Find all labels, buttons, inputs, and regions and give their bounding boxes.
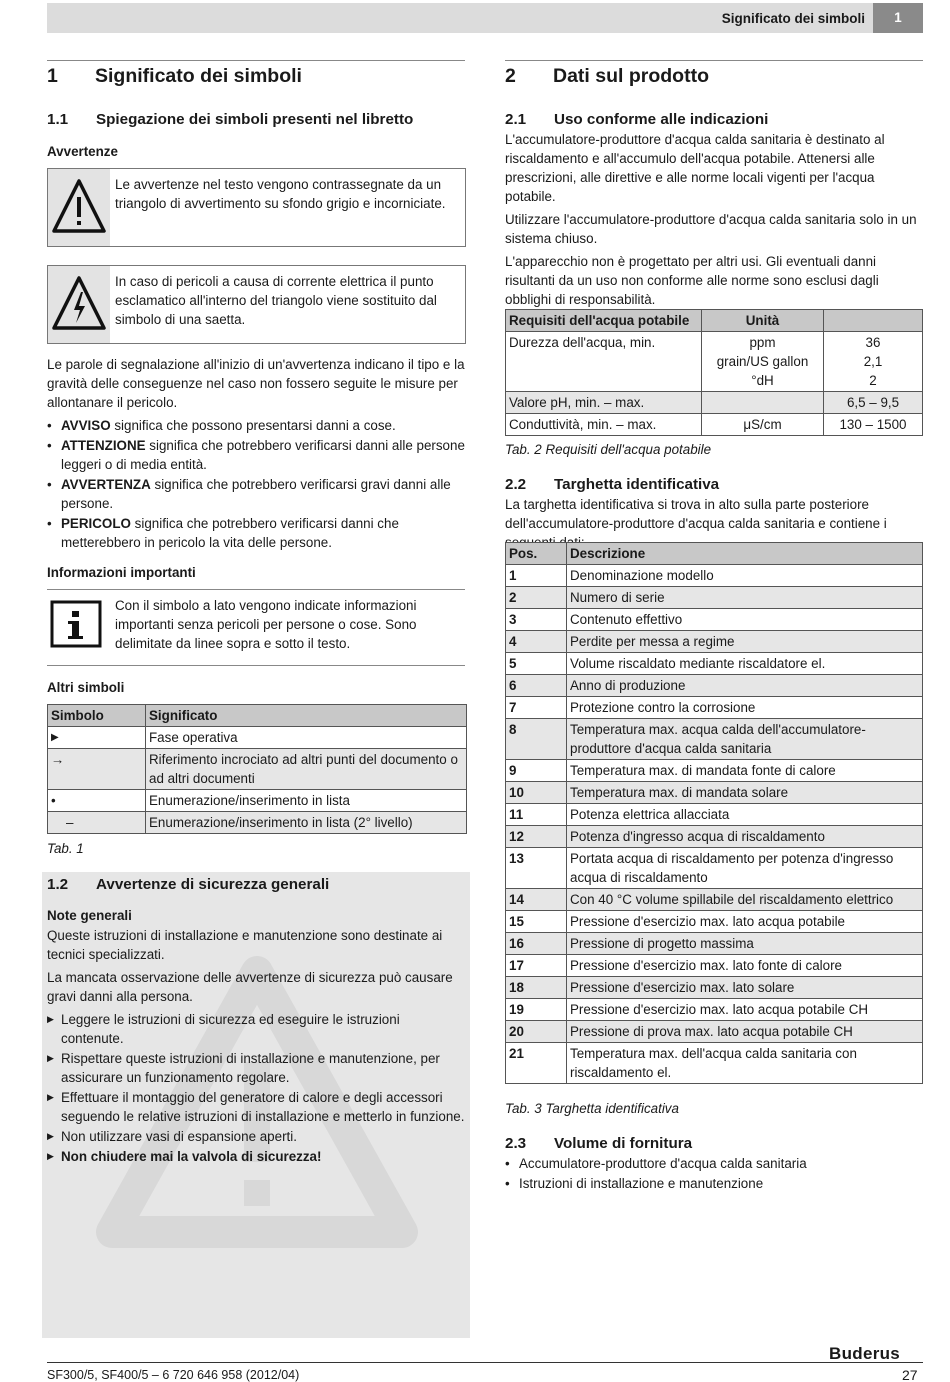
- position-cell: 3: [506, 609, 567, 631]
- description-cell: Pressione di progetto massima: [567, 933, 923, 955]
- page-header: [47, 3, 923, 33]
- table-header: Significato: [146, 705, 467, 727]
- meaning-cell: Riferimento incrociato ad altri punti del documento o ad altri documenti: [146, 749, 467, 790]
- description-cell: Temperatura max. di mandata solare: [567, 782, 923, 804]
- list-item: • Istruzioni di installazione e manutenzione: [505, 1174, 923, 1193]
- description-cell: Con 40 °C volume spillabile del riscaldamento elettrico: [567, 889, 923, 911]
- important-info-text: Con il simbolo a lato vengono indicate informazioni importanti senza pericoli per persone o cose. Sono delimitate da linee sopra e sotto il testo.: [115, 598, 417, 651]
- safety-steps-list: [47, 1010, 465, 1166]
- position-cell: 13: [506, 848, 567, 889]
- general-notes-heading: Note generali: [47, 908, 132, 923]
- signal-words-list: [47, 416, 465, 552]
- description-cell: Pressione d'esercizio max. lato acqua potabile: [567, 911, 923, 933]
- position-cell: 15: [506, 911, 567, 933]
- table-header: [824, 310, 923, 332]
- description-cell: Denominazione modello: [567, 565, 923, 587]
- section-2-1-heading: 2.1 Uso conforme alle indicazioni: [505, 111, 769, 128]
- table-row: [506, 697, 923, 719]
- general-notes-p2: La mancata osservazione delle avvertenze di sicurezza può causare gravi danni alla persona.: [47, 970, 453, 1004]
- table-row: [506, 911, 923, 933]
- list-item: • AVVISO significa che possono presentarsi danni a cose.: [47, 416, 465, 435]
- table-row: [506, 587, 923, 609]
- info-icon: [47, 598, 105, 652]
- description-cell: Numero di serie: [567, 587, 923, 609]
- electric-hazard-icon: [48, 266, 110, 343]
- description-cell: Temperatura max. di mandata fonte di calore: [567, 760, 923, 782]
- step-item: ▶ Effettuare il montaggio del generatore di calore e degli accessori seguendo le relative istruzioni di installazione e metterlo in funzione.: [47, 1088, 465, 1126]
- description-cell: Temperatura max. dell'acqua calda sanitaria con riscaldamento el.: [567, 1043, 923, 1084]
- unit-cell: [702, 392, 824, 414]
- intended-use-p1: L'accumulatore-produttore d'acqua calda sanitaria è destinato al riscaldamento e all'accumulo dell'acqua potabile. Attenersi alle prescrizioni, alle direttive e alle norme locali vigenti per l'acqua potabile.: [505, 132, 885, 204]
- table-row: [506, 782, 923, 804]
- footer-divider: [47, 1362, 923, 1363]
- other-symbols-heading: Altri simboli: [47, 680, 125, 695]
- table-header: Descrizione: [567, 543, 923, 565]
- description-cell: Pressione di prova max. lato acqua potabile CH: [567, 1021, 923, 1043]
- description-cell: Potenza d'ingresso acqua di riscaldamento: [567, 826, 923, 848]
- meaning-cell: Enumerazione/inserimento in lista (2° livello): [146, 812, 467, 834]
- position-cell: 8: [506, 719, 567, 760]
- brand-logo: Buderus: [829, 1344, 901, 1363]
- unit-cell: ppm grain/US gallon °dH: [702, 332, 824, 392]
- position-cell: 9: [506, 760, 567, 782]
- signal-words-section: [47, 355, 465, 553]
- position-cell: 19: [506, 999, 567, 1021]
- symbols-table: [47, 704, 467, 834]
- table-row: [506, 675, 923, 697]
- value-cell: 130 – 1500: [824, 414, 923, 436]
- list-item: • AVVERTENZA significa che potrebbero verificarsi gravi danni alle persone.: [47, 475, 465, 513]
- header-title: Significato dei simboli: [721, 11, 865, 26]
- table-row: [506, 565, 923, 587]
- table-row: [48, 812, 467, 834]
- signal-words-intro: Le parole di segnalazione all'inizio di un'avvertenza indicano il tipo e la gravità delle conseguenze nel caso non fossero seguite le misure per allontanare il pericolo.: [47, 357, 465, 410]
- table-2-caption: Tab. 2 Requisiti dell'acqua potabile: [505, 442, 712, 457]
- position-cell: 4: [506, 631, 567, 653]
- value-cell: 36 2,1 2: [824, 332, 923, 392]
- requirement-cell: Valore pH, min. – max.: [506, 392, 702, 414]
- description-cell: Potenza elettrica allacciata: [567, 804, 923, 826]
- table-row: [506, 392, 923, 414]
- table-row: [506, 999, 923, 1021]
- position-cell: 7: [506, 697, 567, 719]
- table-header: Simbolo: [48, 705, 146, 727]
- section-2-1: [505, 110, 923, 313]
- position-cell: 18: [506, 977, 567, 999]
- table-row: [48, 749, 467, 790]
- description-cell: Pressione d'esercizio max. lato solare: [567, 977, 923, 999]
- table-row: [506, 933, 923, 955]
- table-header: Requisiti dell'acqua potabile: [506, 310, 702, 332]
- description-cell: Temperatura max. acqua calda dell'accumulatore-produttore d'acqua calda sanitaria: [567, 719, 923, 760]
- list-item: • Accumulatore-produttore d'acqua calda sanitaria: [505, 1154, 923, 1173]
- description-cell: Portata acqua di riscaldamento per potenza d'ingresso acqua di riscaldamento: [567, 848, 923, 889]
- section-2-heading: 2 Dati sul prodotto: [505, 65, 709, 87]
- divider: [47, 60, 465, 61]
- electric-warning-box: [47, 265, 466, 344]
- description-cell: Volume riscaldato mediante riscaldatore el.: [567, 653, 923, 675]
- position-cell: 20: [506, 1021, 567, 1043]
- table-row: [506, 826, 923, 848]
- symbol-cell: –: [48, 812, 146, 834]
- data-plate-rows: [506, 565, 923, 1084]
- intended-use-p2: Utilizzare l'accumulatore-produttore d'acqua calda sanitaria solo in un sistema chiuso.: [505, 212, 917, 246]
- symbol-cell: →: [48, 749, 146, 790]
- table-row: [506, 653, 923, 675]
- section-2-2-heading: 2.2 Targhetta identificativa: [505, 476, 720, 493]
- table-row: [506, 804, 923, 826]
- data-plate-table: [505, 542, 923, 1084]
- table-3-caption: Tab. 3 Targhetta identificativa: [505, 1101, 679, 1116]
- position-cell: 10: [506, 782, 567, 804]
- table-header: Pos.: [506, 543, 567, 565]
- table-1-caption: Tab. 1: [47, 841, 84, 856]
- table-row: [506, 414, 923, 436]
- step-item: ▶ Leggere le istruzioni di sicurezza ed eseguire le istruzioni contenute.: [47, 1010, 465, 1048]
- position-cell: 21: [506, 1043, 567, 1084]
- intended-use-p3: L'apparecchio non è progettato per altri usi. Gli eventuali danni risultanti da un uso non conforme alle norme sono esclusi dagli obblighi di responsabilità.: [505, 254, 879, 307]
- table-row: [506, 977, 923, 999]
- data-plate-text: La targhetta identificativa si trova in alto sulla parte posteriore dell'accumulatore-produttore d'acqua calda sanitaria e contiene i: [505, 497, 887, 531]
- water-requirements-table: [505, 309, 923, 436]
- warnings-heading: Avvertenze: [47, 144, 118, 159]
- general-notes: [47, 906, 465, 1167]
- table-row: [48, 790, 467, 812]
- general-notes-p1: Queste istruzioni di installazione e manutenzione sono destinate ai tecnici specializzati.: [47, 928, 443, 962]
- important-info-heading: Informazioni importanti: [47, 565, 196, 580]
- step-item: ▶ Non chiudere mai la valvola di sicurezza!: [47, 1147, 465, 1166]
- position-cell: 1: [506, 565, 567, 587]
- table-row: [506, 955, 923, 977]
- table-row: [506, 719, 923, 760]
- table-row: [506, 848, 923, 889]
- section-2-3-heading: 2.3 Volume di fornitura: [505, 1135, 693, 1152]
- symbol-cell: •: [48, 790, 146, 812]
- divider: [505, 60, 923, 61]
- section-1-heading: 1 Significato dei simboli: [47, 65, 302, 87]
- divider: [47, 665, 465, 666]
- warning-box: [47, 168, 466, 247]
- description-cell: Perdite per messa a regime: [567, 631, 923, 653]
- requirement-cell: Durezza dell'acqua, min.: [506, 332, 702, 392]
- table-row: [48, 727, 467, 749]
- position-cell: 16: [506, 933, 567, 955]
- warning-triangle-icon: [48, 169, 110, 246]
- unit-cell: μS/cm: [702, 414, 824, 436]
- description-cell: Contenuto effettivo: [567, 609, 923, 631]
- section-1-1-heading: 1.1 Spiegazione dei simboli presenti nel libretto: [47, 111, 414, 128]
- requirement-cell: Conduttività, min. – max.: [506, 414, 702, 436]
- section-2-3: [505, 1134, 923, 1194]
- position-cell: 17: [506, 955, 567, 977]
- value-cell: 6,5 – 9,5: [824, 392, 923, 414]
- table-row: [506, 1021, 923, 1043]
- table-row: [506, 889, 923, 911]
- meaning-cell: Enumerazione/inserimento in lista: [146, 790, 467, 812]
- description-cell: Anno di produzione: [567, 675, 923, 697]
- position-cell: 5: [506, 653, 567, 675]
- header-chapter-number: 1: [873, 3, 923, 33]
- document-reference: SF300/5, SF400/5 – 6 720 646 958 (2012/04): [47, 1368, 300, 1382]
- position-cell: 2: [506, 587, 567, 609]
- description-cell: Pressione d'esercizio max. lato fonte di calore: [567, 955, 923, 977]
- position-cell: 14: [506, 889, 567, 911]
- page-number: 27: [902, 1367, 918, 1382]
- step-item: ▶ Rispettare queste istruzioni di installazione e manutenzione, per assicurare un funzionamento regolare.: [47, 1049, 465, 1087]
- table-row: [506, 760, 923, 782]
- step-item: ▶ Non utilizzare vasi di espansione aperti.: [47, 1127, 465, 1146]
- position-cell: 6: [506, 675, 567, 697]
- position-cell: 12: [506, 826, 567, 848]
- list-item: • PERICOLO significa che potrebbero verificarsi danni che metterebbero in pericolo la vita delle persone.: [47, 514, 465, 552]
- warning-text: Le avvertenze nel testo vengono contrassegnate da un triangolo di avvertimento su sfondo grigio e incorniciate.: [115, 177, 446, 211]
- section-1-2-heading: 1.2 Avvertenze di sicurezza generali: [47, 876, 330, 893]
- table-header: Unità: [702, 310, 824, 332]
- table-row: [506, 631, 923, 653]
- description-cell: Protezione contro la corrosione: [567, 697, 923, 719]
- table-row: [506, 1043, 923, 1084]
- table-row: [506, 332, 923, 392]
- description-cell: Pressione d'esercizio max. lato acqua potabile CH: [567, 999, 923, 1021]
- supply-list: [505, 1154, 923, 1193]
- table-row: [506, 609, 923, 631]
- electric-warning-text: In caso di pericoli a causa di corrente elettrica il punto esclamatico all'interno del triangolo viene sostituito dal simbolo di una saetta.: [115, 274, 437, 327]
- list-item: • ATTENZIONE significa che potrebbero verificarsi danni alle persone leggeri o di media entità.: [47, 436, 465, 474]
- symbol-cell: ▶: [48, 727, 146, 749]
- position-cell: 11: [506, 804, 567, 826]
- meaning-cell: Fase operativa: [146, 727, 467, 749]
- divider: [47, 589, 465, 590]
